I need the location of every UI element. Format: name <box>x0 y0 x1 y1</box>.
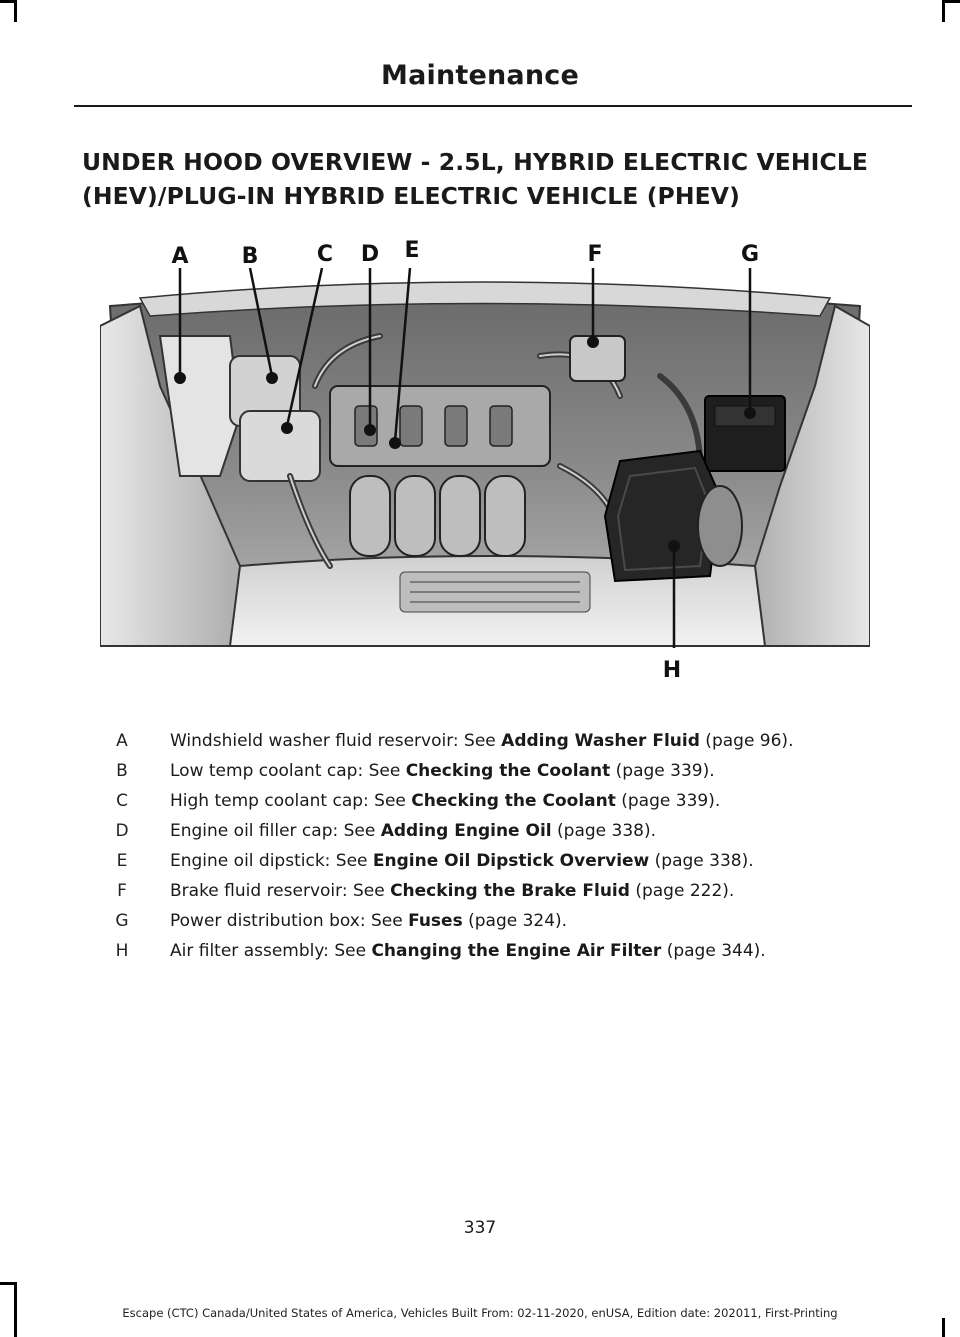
callout-legend <box>100 726 920 966</box>
cross-reference-link[interactable]: Adding Engine Oil <box>380 821 552 841</box>
callout-dot-g <box>744 407 756 419</box>
engine-bay-svg <box>100 236 870 696</box>
high-temp-coolant-tank <box>240 411 320 481</box>
legend-description: Windshield washer fluid reservoir: See Adding Washer Fluid (page 96). <box>170 731 794 751</box>
legend-row <box>100 816 920 846</box>
legend-letter: A <box>116 731 128 751</box>
legend-letter: F <box>117 881 127 901</box>
engine-bay-illustration <box>100 236 870 696</box>
legend-description: Brake fluid reservoir: See Checking the Brake Fluid (page 222). <box>170 881 735 901</box>
legend-row <box>100 936 920 966</box>
callout-label-b: B <box>241 244 259 269</box>
cross-reference-link[interactable]: Checking the Brake Fluid <box>390 881 630 901</box>
legend-row <box>100 846 920 876</box>
callout-dot-b <box>266 372 278 384</box>
crop-mark <box>0 1282 16 1285</box>
callout-label-c: C <box>316 242 334 267</box>
callout-label-d: D <box>360 242 380 267</box>
cross-reference-link[interactable]: Checking the Coolant <box>405 761 611 781</box>
callout-dot-a <box>174 372 186 384</box>
cross-reference-link[interactable]: Fuses <box>408 911 463 931</box>
legend-letter: H <box>115 941 129 961</box>
header-divider <box>74 105 912 107</box>
legend-description: Engine oil dipstick: See Engine Oil Dipstick Overview (page 338). <box>170 851 754 871</box>
air-intake-duct <box>698 486 742 566</box>
callout-dot-e <box>389 437 401 449</box>
legend-description: Low temp coolant cap: See Checking the Coolant (page 339). <box>170 761 715 781</box>
crop-mark <box>944 0 960 3</box>
callout-label-e: E <box>404 238 420 263</box>
page-header-title: Maintenance <box>381 60 579 91</box>
legend-row <box>100 876 920 906</box>
legend-letter: B <box>116 761 128 781</box>
legend-row <box>100 756 920 786</box>
legend-letter: D <box>115 821 129 841</box>
legend-row <box>100 726 920 756</box>
page-number: 337 <box>463 1218 497 1238</box>
legend-row <box>100 786 920 816</box>
callout-label-h: H <box>662 658 682 683</box>
legend-letter: G <box>115 911 129 931</box>
section-heading <box>82 145 902 213</box>
callout-dot-h <box>668 540 680 552</box>
cross-reference-link[interactable]: Adding Washer Fluid <box>501 731 700 751</box>
page-footer: Escape (CTC) Canada/United States of America, Vehicles Built From: 02-11-2020, enUSA, Edition date: 202011, First-Printing <box>122 1306 838 1320</box>
callout-label-g: G <box>740 242 760 267</box>
legend-description: Air filter assembly: See Changing the Engine Air Filter (page 344). <box>170 941 766 961</box>
section-heading-line-1: UNDER HOOD OVERVIEW - 2.5L, HYBRID ELECTRIC VEHICLE <box>82 148 869 176</box>
legend-description: High temp coolant cap: See Checking the Coolant (page 339). <box>170 791 721 811</box>
callout-label-f: F <box>587 242 603 267</box>
cross-reference-link[interactable]: Changing the Engine Air Filter <box>371 941 662 961</box>
callout-dot-d <box>364 424 376 436</box>
legend-letter: E <box>116 851 128 871</box>
legend-description: Power distribution box: See Fuses (page 324). <box>170 911 568 931</box>
crop-mark <box>14 0 17 22</box>
crop-mark <box>942 1318 945 1337</box>
callout-dot-f <box>587 336 599 348</box>
cross-reference-link[interactable]: Engine Oil Dipstick Overview <box>372 851 650 871</box>
legend-letter: C <box>116 791 128 811</box>
section-heading-line-2: (HEV)/PLUG-IN HYBRID ELECTRIC VEHICLE (PHEV) <box>82 182 740 210</box>
legend-description: Engine oil filler cap: See Adding Engine Oil (page 338). <box>170 821 657 841</box>
callout-label-a: A <box>171 244 189 269</box>
cross-reference-link[interactable]: Checking the Coolant <box>411 791 616 811</box>
crop-mark <box>942 0 945 22</box>
callout-dot-c <box>281 422 293 434</box>
legend-row <box>100 906 920 936</box>
